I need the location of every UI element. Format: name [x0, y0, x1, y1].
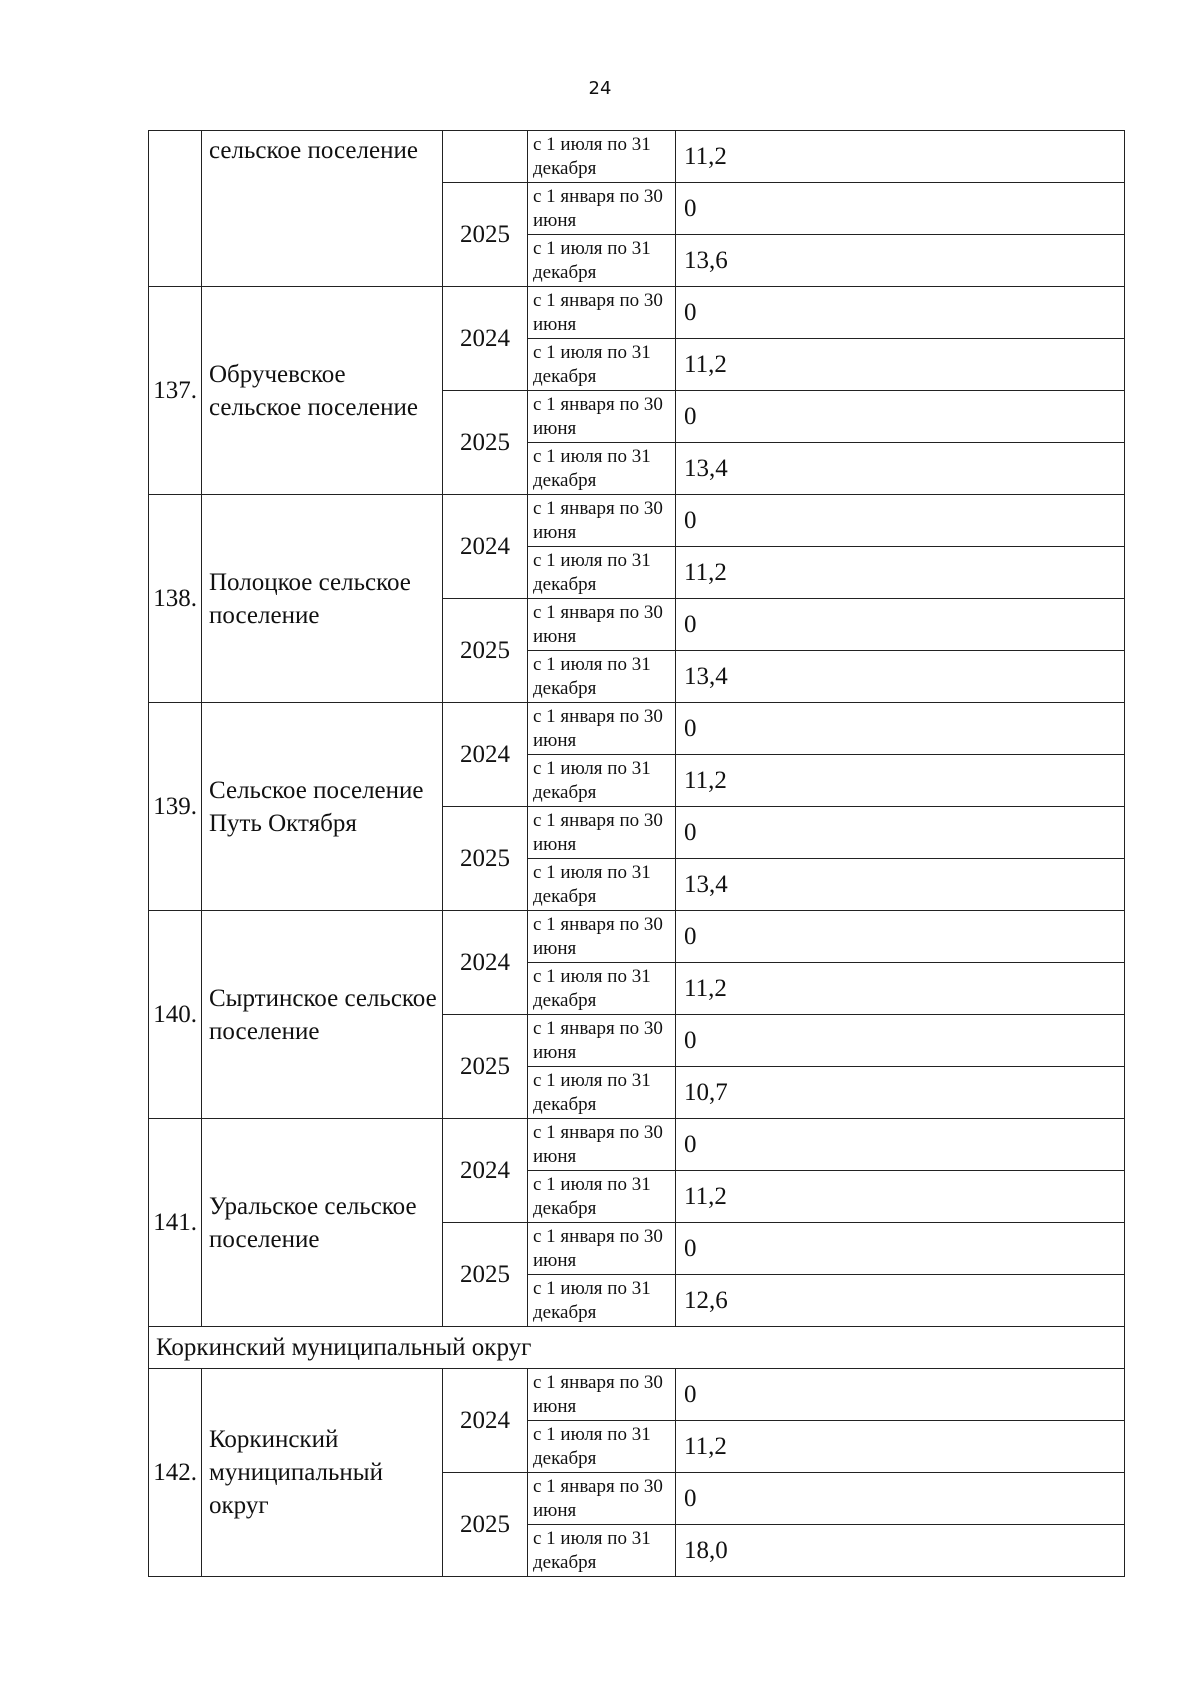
settlement-name: Обручевское сельское поселение: [202, 287, 443, 495]
period-cell: с 1 января по 30 июня: [528, 807, 676, 859]
year-cell: 2024: [443, 1369, 528, 1473]
value-cell: 0: [676, 287, 1125, 339]
value-cell: 11,2: [676, 963, 1125, 1015]
value-cell: 0: [676, 807, 1125, 859]
year-cell: 2024: [443, 1119, 528, 1223]
settlement-name: Сельское поселение Путь Октября: [202, 703, 443, 911]
period-cell: с 1 июля по 31 декабря: [528, 1275, 676, 1327]
period-cell: с 1 июля по 31 декабря: [528, 1525, 676, 1577]
period-cell: с 1 января по 30 июня: [528, 391, 676, 443]
period-cell: с 1 июля по 31 декабря: [528, 651, 676, 703]
value-cell: 18,0: [676, 1525, 1125, 1577]
value-cell: 0: [676, 183, 1125, 235]
tariff-table: [148, 130, 1125, 1577]
period-cell: с 1 июля по 31 декабря: [528, 339, 676, 391]
period-cell: с 1 июля по 31 декабря: [528, 963, 676, 1015]
period-cell: с 1 января по 30 июня: [528, 1369, 676, 1421]
settlement-name: сельское поселение: [202, 131, 443, 287]
row-number: 141.: [149, 1119, 202, 1327]
value-cell: 0: [676, 911, 1125, 963]
value-cell: 11,2: [676, 131, 1125, 183]
year-cell: 2024: [443, 495, 528, 599]
page-number: 24: [588, 78, 612, 99]
row-number: 138.: [149, 495, 202, 703]
year-cell: 2025: [443, 1473, 528, 1577]
value-cell: 11,2: [676, 1171, 1125, 1223]
value-cell: 0: [676, 495, 1125, 547]
period-cell: с 1 июля по 31 декабря: [528, 859, 676, 911]
period-cell: с 1 января по 30 июня: [528, 287, 676, 339]
value-cell: 13,4: [676, 859, 1125, 911]
period-cell: с 1 января по 30 июня: [528, 911, 676, 963]
row-number: [149, 131, 202, 287]
period-cell: с 1 июля по 31 декабря: [528, 1171, 676, 1223]
value-cell: 0: [676, 1015, 1125, 1067]
settlement-name: Сыртинское сельское поселение: [202, 911, 443, 1119]
year-cell: 2024: [443, 287, 528, 391]
period-cell: с 1 июля по 31 декабря: [528, 1067, 676, 1119]
value-cell: 0: [676, 1223, 1125, 1275]
table-row: [149, 495, 1125, 547]
table-row: [149, 287, 1125, 339]
row-number: 137.: [149, 287, 202, 495]
value-cell: 12,6: [676, 1275, 1125, 1327]
period-cell: с 1 июля по 31 декабря: [528, 755, 676, 807]
period-cell: с 1 июля по 31 декабря: [528, 443, 676, 495]
value-cell: 13,6: [676, 235, 1125, 287]
table-body: [149, 131, 1125, 1577]
value-cell: 11,2: [676, 1421, 1125, 1473]
period-cell: с 1 января по 30 июня: [528, 183, 676, 235]
value-cell: 0: [676, 1473, 1125, 1525]
value-cell: 11,2: [676, 339, 1125, 391]
value-cell: 0: [676, 703, 1125, 755]
year-cell: 2025: [443, 599, 528, 703]
value-cell: 11,2: [676, 547, 1125, 599]
value-cell: 0: [676, 1369, 1125, 1421]
table-row: [149, 1119, 1125, 1171]
table-row: [149, 703, 1125, 755]
value-cell: 13,4: [676, 443, 1125, 495]
year-cell: 2024: [443, 703, 528, 807]
settlement-name: Уральское сельское поселение: [202, 1119, 443, 1327]
table-row: [149, 911, 1125, 963]
value-cell: 13,4: [676, 651, 1125, 703]
table-row: [149, 131, 1125, 183]
period-cell: с 1 июля по 31 декабря: [528, 235, 676, 287]
value-cell: 0: [676, 1119, 1125, 1171]
district-heading: Коркинский муниципальный округ: [149, 1327, 1125, 1369]
settlement-name: Коркинский муниципальный округ: [202, 1369, 443, 1577]
table-row: [149, 1369, 1125, 1421]
row-number: 139.: [149, 703, 202, 911]
period-cell: с 1 января по 30 июня: [528, 1015, 676, 1067]
value-cell: 11,2: [676, 755, 1125, 807]
period-cell: с 1 июля по 31 декабря: [528, 131, 676, 183]
settlement-name: Полоцкое сельское поселение: [202, 495, 443, 703]
year-cell: 2025: [443, 391, 528, 495]
period-cell: с 1 января по 30 июня: [528, 1223, 676, 1275]
value-cell: 10,7: [676, 1067, 1125, 1119]
year-cell: 2024: [443, 911, 528, 1015]
period-cell: с 1 июля по 31 декабря: [528, 547, 676, 599]
period-cell: с 1 июля по 31 декабря: [528, 1421, 676, 1473]
period-cell: с 1 января по 30 июня: [528, 1119, 676, 1171]
year-cell-empty: [443, 131, 528, 183]
year-cell: 2025: [443, 183, 528, 287]
period-cell: с 1 января по 30 июня: [528, 599, 676, 651]
period-cell: с 1 января по 30 июня: [528, 1473, 676, 1525]
row-number: 140.: [149, 911, 202, 1119]
row-number: 142.: [149, 1369, 202, 1577]
year-cell: 2025: [443, 1223, 528, 1327]
value-cell: 0: [676, 599, 1125, 651]
period-cell: с 1 января по 30 июня: [528, 495, 676, 547]
period-cell: с 1 января по 30 июня: [528, 703, 676, 755]
value-cell: 0: [676, 391, 1125, 443]
year-cell: 2025: [443, 1015, 528, 1119]
year-cell: 2025: [443, 807, 528, 911]
table-row: [149, 1327, 1125, 1369]
